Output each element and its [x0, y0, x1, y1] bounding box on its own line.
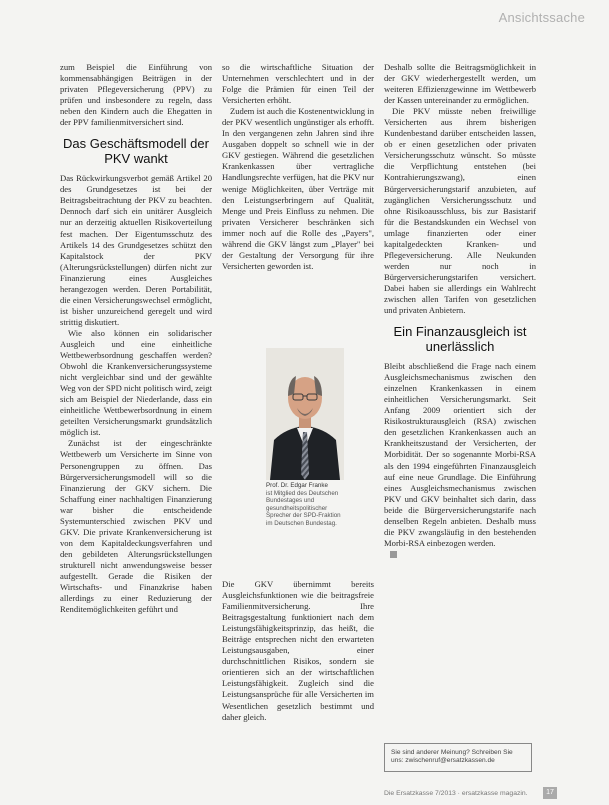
- paragraph: Wie also können ein solidarischer Ausgleich und eine einheitliche Wettbewerbsordnung geschaffen werden? Obwohl die Krankenversicherungssysteme nicht vergleichbar sind und der gewählte Weg von der SPD nicht politisch wird, zeigt sich am Beispiel der Niederlande, dass ein einheitliche Wettbewerbsordnung in einem geteilten Versicherungsmarkt grundsätzlich möglich ist.: [60, 327, 212, 438]
- reader-feedback-box: Sie sind anderer Meinung? Schreiben Sie uns: zwischenruf@ersatzkassen.de: [384, 743, 532, 772]
- paragraph: Zunächst ist der eingeschränkte Wettbewerb um Versicherte im Sinne von Personengruppen zu öffnen. Das Bürgerversicherungsmodell will so die Finanzierung der GKV sichern. Die Schaffung einer nachhaltigen Finanzierung war bisher die entscheidende Systemunterschied zwischen PKV und GKV. Die private Krankenversicherung ist von dem Kapitaldeckungsverfahren und den gebildeten Alterungsrückstellungen strukturell nicht anwendungsweise besser aufgestellt. Gerade die Risiken der Wirtschafts- und Finanzkrise haben allerdings zu einer Reduzierung der Renditemöglichkeiten geführt und: [60, 438, 212, 615]
- paragraph: Deshalb sollte die Beitragsmöglichkeit in der GKV wiederhergestellt werden, um weiteren Effizienzgewinne im Wettbewerb der Kassen untereinander zu ermöglichen.: [384, 62, 536, 106]
- text-column-2: [222, 62, 374, 272]
- paragraph: Das Rückwirkungsverbot gemäß Artikel 20 des Grundgesetzes ist bei der Beitragsbeitrachtung der PKV zu beachten. Dennoch darf sich ein unitärer Ausgleich nur an derzeitig aktuellen Risikoverteilung fest machen. Der Eigentumsschutz des Artikels 14 des Grundgesetzes schützt den Kapitalstock der PKV (Alterungsrückstellungen) dürfen nicht zur Finanzierung eines Ausgleiches herangezogen werden. Deren Portabilität, die einen Versicherungswechsel ermöglicht, ist bisher unzureichend geregelt und wird strittig diskutiert.: [60, 173, 212, 327]
- author-portrait: [266, 348, 344, 480]
- page-number: 17: [543, 787, 557, 799]
- text-column-3: [384, 62, 536, 560]
- photo-caption: [266, 482, 346, 528]
- section-label: Ansichtssache: [498, 10, 585, 25]
- caption-name: Prof. Dr. Edgar Franke: [266, 482, 328, 489]
- section-heading: Ein Finanzausgleich ist unerlässlich: [393, 324, 527, 355]
- text-column-2-lower: [222, 579, 374, 723]
- caption-text: ist Mitglied des Deutschen Bundestages und gesundheitspolitischer Sprecher der SPD-Fraktion im Deutschen Bundestag.: [266, 489, 341, 527]
- article-end-mark: [390, 551, 397, 558]
- page-footer: Die Ersatzkasse 7/2013 · ersatzkasse magazin.: [384, 790, 528, 797]
- paragraph: Die GKV übernimmt bereits Ausgleichsfunktionen wie die beitragsfreie Familienmitversicherung. Ihre Beitragsgestaltung funktioniert nach dem Leistungsfähigkeitsprinzip, das heißt, die Beiträge entsprechen nicht den erwarteten Leistungsausgaben, einer durchschnittlichen Risikos, sondern sie orientieren sich an der wirtschaftlichen Leistungsfähigkeit. Zugleich sind die Leistungsansprüche für alle Versicherten im Wesentlichen gesetzlich bestimmt und daher gleich.: [222, 579, 374, 722]
- section-heading: Das Geschäftsmodell der PKV wankt: [63, 136, 209, 167]
- paragraph: zum Beispiel die Einführung von kommensabhängigen Beiträgen in der privaten Pflegeversicherung (PPV) zu prüfen und insbesondere zu regeln, dass neben den Kindern auch die Ehegatten in der PPV familienmitversichert sind.: [60, 62, 212, 128]
- text-column-1: [60, 62, 212, 615]
- paragraph: Zudem ist auch die Kostenentwicklung in der PKV wesentlich ungünstiger als erhofft. In den vergangenen zehn Jahren sind ihre Ausgaben doppelt so schnell wie in der GKV gestiegen. Während die gesetzlichen Krankenkassen über vertragliche Handlungsrechte verfügen, hat die PKV nur wenige Möglichkeiten, über Verträge mit den Leistungserbringern auf Qualität, Menge und Preis Einfluss zu nehmen. Die privaten Versicherer beschränken sich immer noch auf die Rolle des „Payers", während die GKV längst zum „Player" bei der Gestaltung der Versorgung für ihre Versicherten geworden ist.: [222, 106, 374, 271]
- paragraph: Bleibt abschließend die Frage nach einem Ausgleichsmechanismus zwischen den einzelnen Krankenkassen in einem einheitlichen Versicherungsmarkt. Seit Anfang 2009 orientiert sich der Risikostrukturausgleich (RSA) zwischen den gesetzlichen Krankenkassen auch an Krankheitszustand der Versicherten, der Morbidität. Der so sogenannte Morbi-RSA als den 1994 eingeführten Finanzausgleich auf eine neue Grundlage. Die Einführung eines Ausgleichsmechanismus zwischen PKV und GKV beinhaltet sich darin, dass beide die Bürgerversicherungstarife nach denselben Regeln anbieten. Deshalb muss die PKV zwangsläufig in den bestehenden Morbi-RSA einbezogen werden.: [384, 361, 536, 548]
- paragraph: so die wirtschaftliche Situation der Unternehmen verschlechtert und in der Folge die Prämien für einen Teil der Versicherten erhöht.: [222, 62, 374, 106]
- paragraph: Die PKV müsste neben freiwillige Versicherten aus ihrem bisherigen Kundenbestand darüber entscheiden lassen, ob er einen gesetzlichen oder privaten Versicherungsschutz wünscht. So müsste die Verpflichtung entstehen (bei Kontrahierungszwang), einen Bürgerversicherungstarif anzubieten, auf zugänglichen Versicherungsschutz und ohne Risikoausschluss, bis zur Basistarif für die Bestandskunden ein Wechsel von umlage finanzierten oder einer kapitalgedeckten Kranken- und Pflegeversicherung. Alle Neukunden werden nur noch in Bürgerversicherungstarifen versichert. Dabei haben sie allerdings ein Wahlrecht zwischen allen Tarifen von gesetzlichen und privaten Anbietern.: [384, 106, 536, 316]
